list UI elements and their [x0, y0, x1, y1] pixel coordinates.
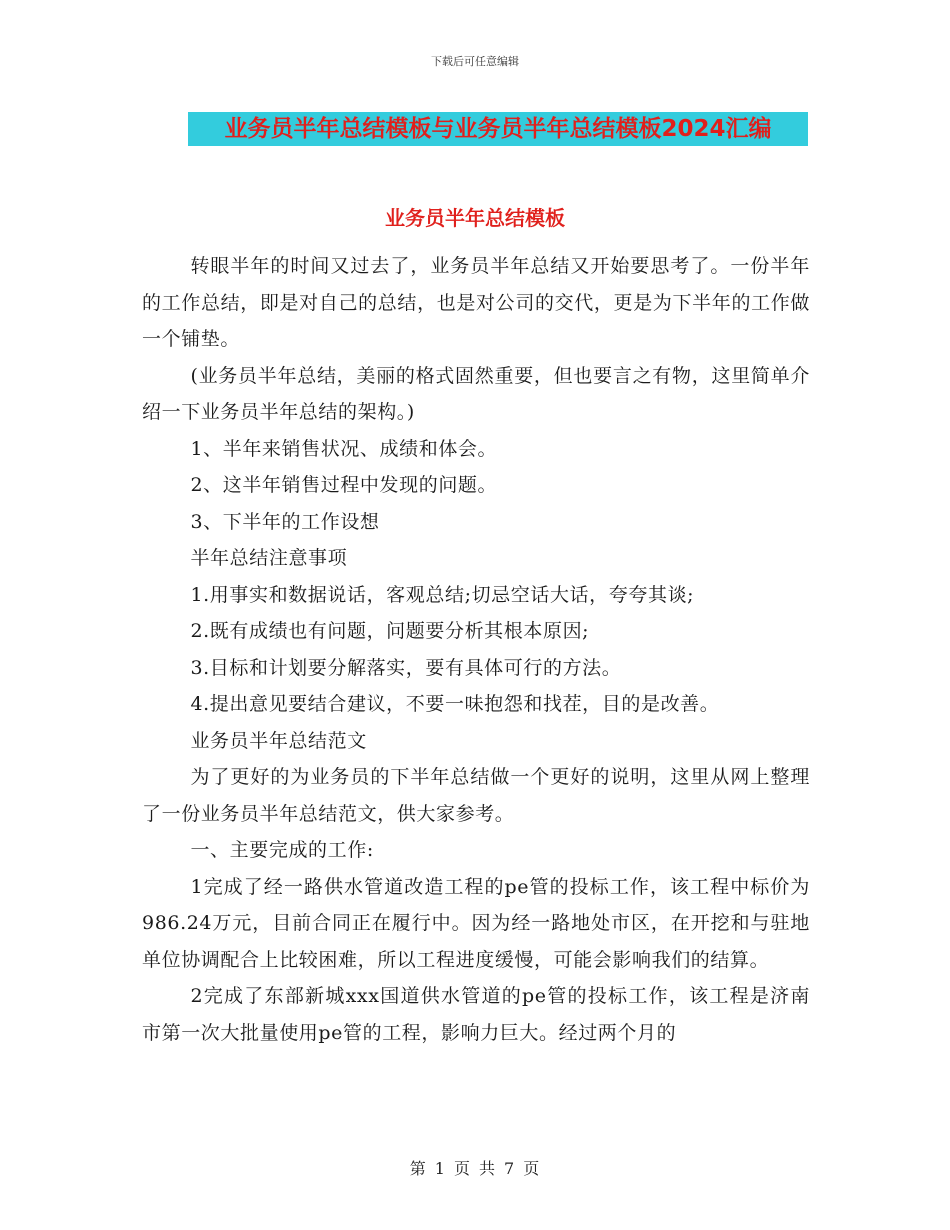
paragraph: 1完成了经一路供水管道改造工程的pe管的投标工作，该工程中标价为986.24万元，目前合同正在履行中。因为经一路地处市区，在开挖和与驻地单位协调配合上比较困难，所以工程进度缓慢，可能会影响我们的结算。 — [142, 875, 810, 971]
document-main-title: 业务员半年总结模板与业务员半年总结模板2024汇编 — [224, 116, 772, 142]
paragraph: 业务员半年总结范文 — [190, 729, 367, 752]
page-footer — [0, 1156, 950, 1179]
paragraph: 一、主要完成的工作: — [190, 839, 374, 861]
document-sub-title: 业务员半年总结模板 — [385, 206, 565, 230]
page-label-prefix: 第 — [409, 1159, 427, 1178]
paragraph: 3、下半年的工作设想 — [190, 510, 380, 533]
paragraph: (业务员半年总结，美丽的格式固然重要，但也要言之有物，这里简单介绍一下业务员半年总结的架构。) — [142, 364, 810, 423]
page-total: 7 — [504, 1159, 516, 1178]
paragraph: 2完成了东部新城xxx国道供水管道的pe管的投标工作，该工程是济南市第一次大批量使用pe管的工程，影响力巨大。经过两个月的 — [142, 985, 810, 1044]
paragraph: 2、这半年销售过程中发现的问题。 — [190, 474, 498, 496]
paragraph: 4.提出意见要结合建议，不要一味抱怨和找茬，目的是改善。 — [190, 693, 720, 715]
paragraph: 3.目标和计划要分解落实，要有具体可行的方法。 — [190, 656, 622, 679]
page-total-prefix: 共 — [479, 1159, 497, 1178]
document-body — [142, 248, 810, 1051]
paragraph: 1.用事实和数据说话，客观总结;切忌空话大话，夸夸其谈; — [190, 583, 695, 606]
paragraph: 2.既有成绩也有问题，问题要分析其根本原因; — [190, 620, 590, 642]
paragraph: 1、半年来销售状况、成绩和体会。 — [190, 437, 498, 460]
page-label-suffix: 页 — [523, 1159, 541, 1178]
paragraph: 半年总结注意事项 — [190, 547, 348, 569]
page-label-mid: 页 — [453, 1159, 471, 1178]
page-current: 1 — [434, 1159, 446, 1178]
paragraph: 转眼半年的时间又过去了，业务员半年总结又开始要思考了。一份半年的工作总结，即是对自己的总结，也是对公司的交代，更是为下半年的工作做一个铺垫。 — [142, 255, 810, 350]
paragraph: 为了更好的为业务员的下半年总结做一个更好的说明，这里从网上整理了一份业务员半年总结范文，供大家参考。 — [142, 766, 810, 825]
page-header-note: 下载后可任意编辑 — [431, 55, 519, 68]
